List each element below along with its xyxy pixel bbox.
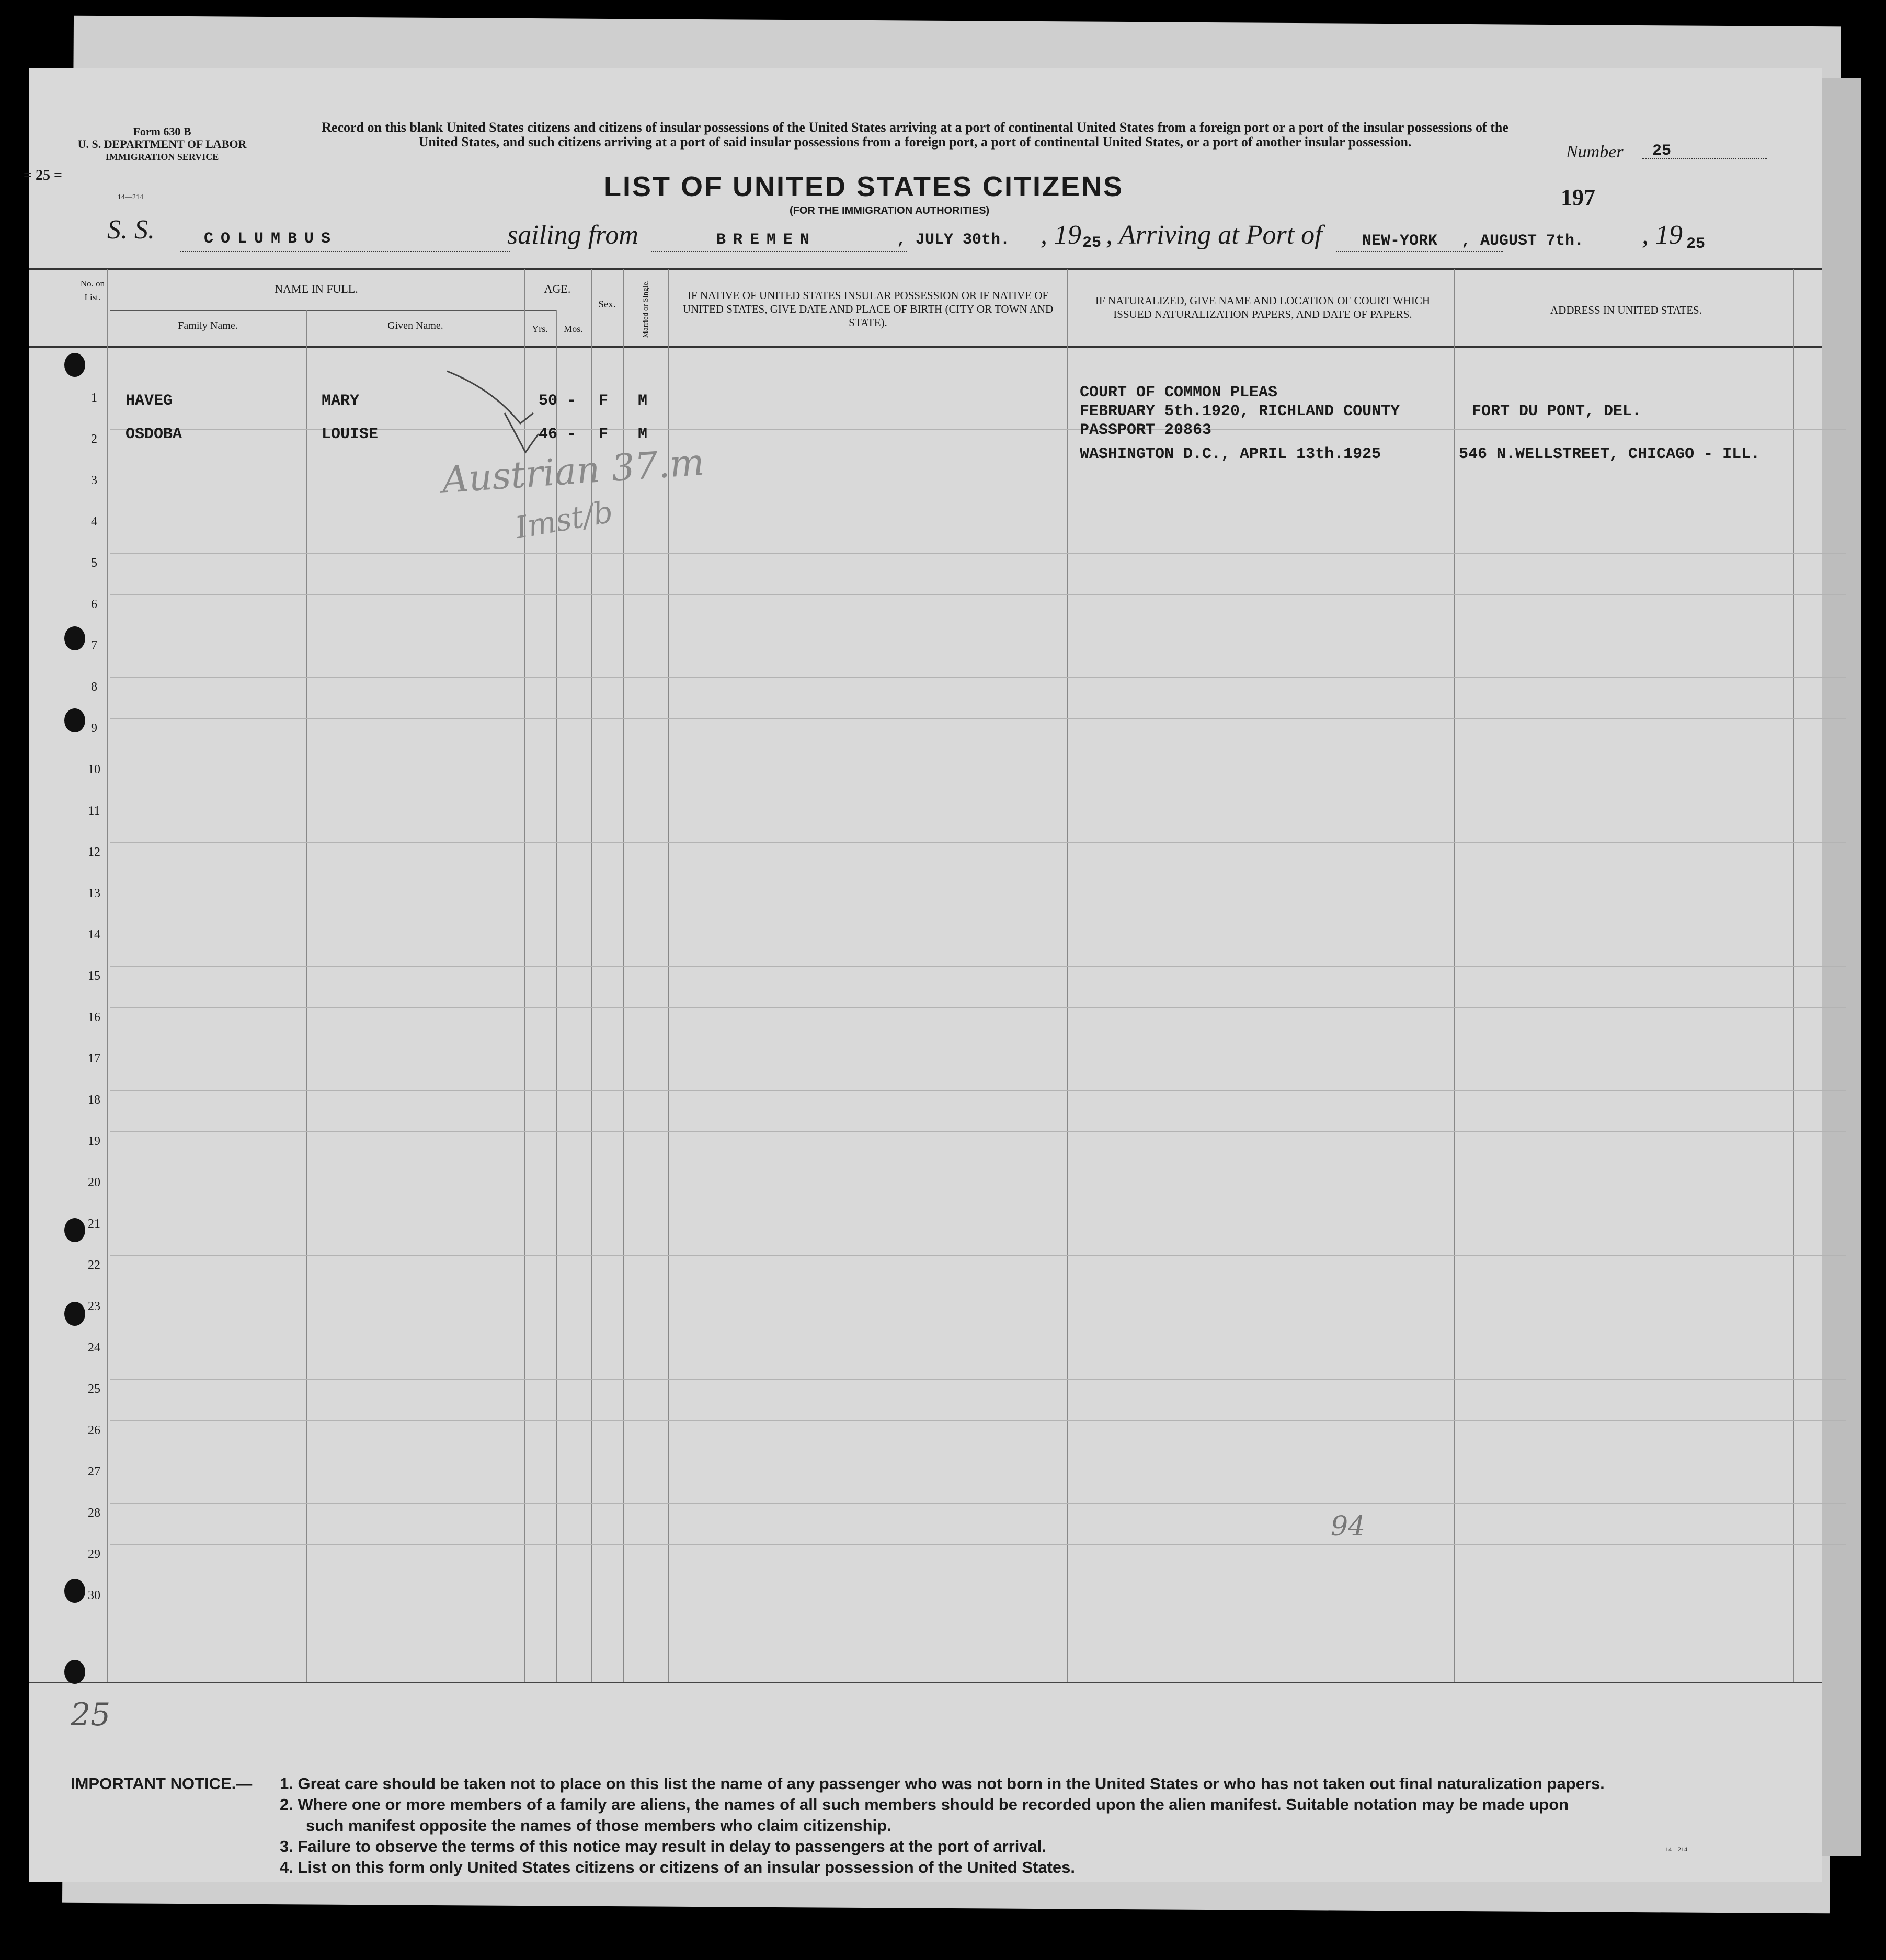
row-number: 3 [91, 474, 97, 487]
naturalization-court: COURT OF COMMON PLEAS [1080, 384, 1278, 402]
port-from-underline [651, 251, 907, 252]
sailing-label: sailing from [507, 220, 638, 250]
year-1: 25 [1082, 234, 1102, 252]
age: 46 - [539, 426, 577, 443]
col-line-naturalized [1454, 269, 1455, 1683]
sex: F [599, 392, 609, 410]
arriving-label: , Arriving at Port of [1106, 220, 1322, 250]
notice-item-4: 4. List on this form only United States citizens or citizens of an insular possession of the United States. [280, 1858, 1075, 1876]
pencil-note-2: Imst/b [512, 494, 616, 546]
address: FORT DU PONT, DEL. [1472, 403, 1642, 420]
manifest-page [24, 68, 1822, 1882]
depart-date: , JULY 30th. [897, 231, 1010, 249]
given-name: LOUISE [322, 426, 379, 443]
header-age: AGE. [544, 282, 571, 295]
punch-hole [64, 1218, 85, 1242]
row-number: 4 [91, 515, 97, 529]
row-line [110, 966, 1846, 967]
punch-hole [64, 1579, 85, 1603]
row-line [110, 1007, 1846, 1008]
row-number: 21 [88, 1217, 100, 1231]
row-number: 20 [88, 1176, 100, 1189]
row-line [110, 1420, 1846, 1421]
row-number: 13 [88, 887, 100, 900]
header-family-name: Family Name. [178, 320, 238, 331]
given-name: MARY [322, 392, 360, 410]
check-marks [442, 361, 546, 460]
row-number: 25 [88, 1382, 100, 1396]
row-number: 1 [91, 391, 97, 405]
col-line-no [107, 269, 108, 1683]
header-given-name: Given Name. [387, 320, 443, 331]
row-number: 7 [91, 639, 97, 652]
address: 546 N.WELLSTREET, CHICAGO - ILL. [1459, 445, 1761, 463]
row-line [110, 1503, 1846, 1504]
header-yrs: Yrs. [532, 324, 548, 334]
row-number: 19 [88, 1134, 100, 1148]
header-sex: Sex. [598, 299, 616, 310]
row-line [110, 718, 1846, 719]
row-line [110, 1255, 1846, 1256]
bottom-mark: 25 [71, 1697, 111, 1733]
row-line [110, 1544, 1846, 1545]
name-header-divider [110, 310, 557, 311]
header-mos: Mos. [564, 324, 583, 334]
year-2: 25 [1686, 235, 1706, 253]
notice-item-2: 2. Where one or more members of a family are aliens, the names of all such members should be recorded upon the alien manifest. Suitable notation may be made upon [280, 1795, 1569, 1814]
row-number: 26 [88, 1424, 100, 1437]
row-number: 9 [91, 721, 97, 735]
print-code: 14—214 [118, 193, 143, 201]
row-line [110, 1090, 1846, 1091]
col-line-family [306, 310, 307, 1683]
department: U. S. DEPARTMENT OF LABOR [77, 137, 247, 151]
punch-hole [64, 708, 85, 732]
col-line-native [1067, 269, 1068, 1683]
service: IMMIGRATION SERVICE [105, 152, 219, 162]
ship-name: COLUMBUS [204, 230, 338, 248]
table-top-border [29, 268, 1822, 270]
port-to-underline [1336, 251, 1503, 252]
row-number: 23 [88, 1300, 100, 1313]
punch-hole [64, 353, 85, 377]
col-line-address [1793, 269, 1794, 1683]
row-line [110, 842, 1846, 843]
row-number: 6 [91, 598, 97, 611]
port-to: NEW-YORK [1362, 232, 1438, 250]
notice-item-2-cont: such manifest opposite the names of those members who claim citizenship. [306, 1816, 891, 1835]
marital-status: M [638, 392, 648, 410]
port-from: BREMEN [716, 231, 817, 249]
pencil-note: Austrian 37.m [440, 440, 706, 502]
row-number: 11 [88, 804, 100, 818]
side-number: = 25 = [24, 167, 62, 184]
sex: F [599, 426, 609, 443]
table-bottom-border [29, 1682, 1822, 1683]
row-number: 28 [88, 1506, 100, 1520]
row-number: 24 [88, 1341, 100, 1355]
row-number: 27 [88, 1465, 100, 1478]
row-line [110, 1131, 1846, 1132]
row-number: 5 [91, 556, 97, 570]
header-native: IF NATIVE OF UNITED STATES INSULAR POSSESSION OR IF NATIVE OF UNITED STATES, GIVE DATE AND PLACE OF BIRTH (CITY OR TOWN AND STATE). [682, 289, 1054, 329]
notice-code: 14—214 [1665, 1846, 1687, 1853]
year-prefix-1: , 19 [1041, 220, 1081, 250]
family-name: HAVEG [125, 392, 173, 410]
number-value: 25 [1652, 142, 1672, 160]
header-bottom-border [29, 346, 1822, 348]
row-number: 10 [88, 763, 100, 776]
naturalization-date: FEBRUARY 5th.1920, RICHLAND COUNTY [1080, 403, 1400, 420]
header-address: ADDRESS IN UNITED STATES. [1550, 304, 1702, 316]
row-line [110, 677, 1846, 678]
row-number: 16 [88, 1011, 100, 1024]
year-prefix-2: , 19 [1642, 220, 1683, 250]
header-no-on-list: No. on List. [80, 279, 105, 302]
age: 50 - [539, 392, 577, 410]
row-number: 15 [88, 969, 100, 983]
row-number: 12 [88, 845, 100, 859]
row-number: 18 [88, 1093, 100, 1107]
punch-hole [64, 1660, 85, 1684]
punch-hole [64, 626, 85, 650]
row-line [110, 1379, 1846, 1380]
notice-item-1: 1. Great care should be taken not to place on this list the name of any passenger who was not born in the United States or who has not taken out final naturalization papers. [280, 1774, 1605, 1793]
header-naturalized: IF NATURALIZED, GIVE NAME AND LOCATION OF COURT WHICH ISSUED NATURALIZATION PAPERS, AND DATE OF PAPERS. [1095, 294, 1431, 320]
stamp-number: 197 [1561, 185, 1595, 210]
page-title: LIST OF UNITED STATES CITIZENS [604, 171, 1124, 202]
naturalization-place-date: WASHINGTON D.C., APRIL 13th.1925 [1080, 445, 1381, 463]
ss-label: S. S. [107, 215, 155, 245]
row-number: 14 [88, 928, 100, 942]
row-line [110, 594, 1846, 595]
marital-status: M [638, 426, 648, 443]
record-instructions: Record on this blank United States citizens and citizens of insular possessions of the United States arriving at a port of continental United States from a foreign port or a port of the insular possessions of the United States, and such citizens arriving at a port of said insular possessions from a foreign port, a port of continental United States, or a port of another insular possession. [322, 120, 1508, 150]
notice-heading: IMPORTANT NOTICE.— [71, 1774, 253, 1793]
row-number: 2 [91, 432, 97, 446]
row-number: 29 [88, 1548, 100, 1561]
arrive-date: , AUGUST 7th. [1461, 232, 1584, 250]
ship-underline [180, 251, 510, 252]
punch-hole [64, 1302, 85, 1326]
form-number: Form 630 B [133, 125, 191, 138]
row-number: 30 [88, 1589, 100, 1602]
naturalization-passport: PASSPORT 20863 [1080, 421, 1212, 439]
header-married: Married or Single. [642, 280, 650, 338]
page-mark: 94 [1331, 1511, 1366, 1542]
row-number: 22 [88, 1258, 100, 1272]
row-number: 8 [91, 680, 97, 694]
age-header-divider [525, 310, 557, 311]
row-number: 17 [88, 1052, 100, 1065]
family-name: OSDOBA [125, 426, 182, 443]
header-name-in-full: NAME IN FULL. [275, 282, 358, 295]
row-line [110, 553, 1846, 554]
page-subtitle: (FOR THE IMMIGRATION AUTHORITIES) [790, 205, 990, 216]
number-label: Number [1566, 142, 1624, 162]
notice-item-3: 3. Failure to observe the terms of this notice may result in delay to passengers at the port of arrival. [280, 1837, 1047, 1855]
